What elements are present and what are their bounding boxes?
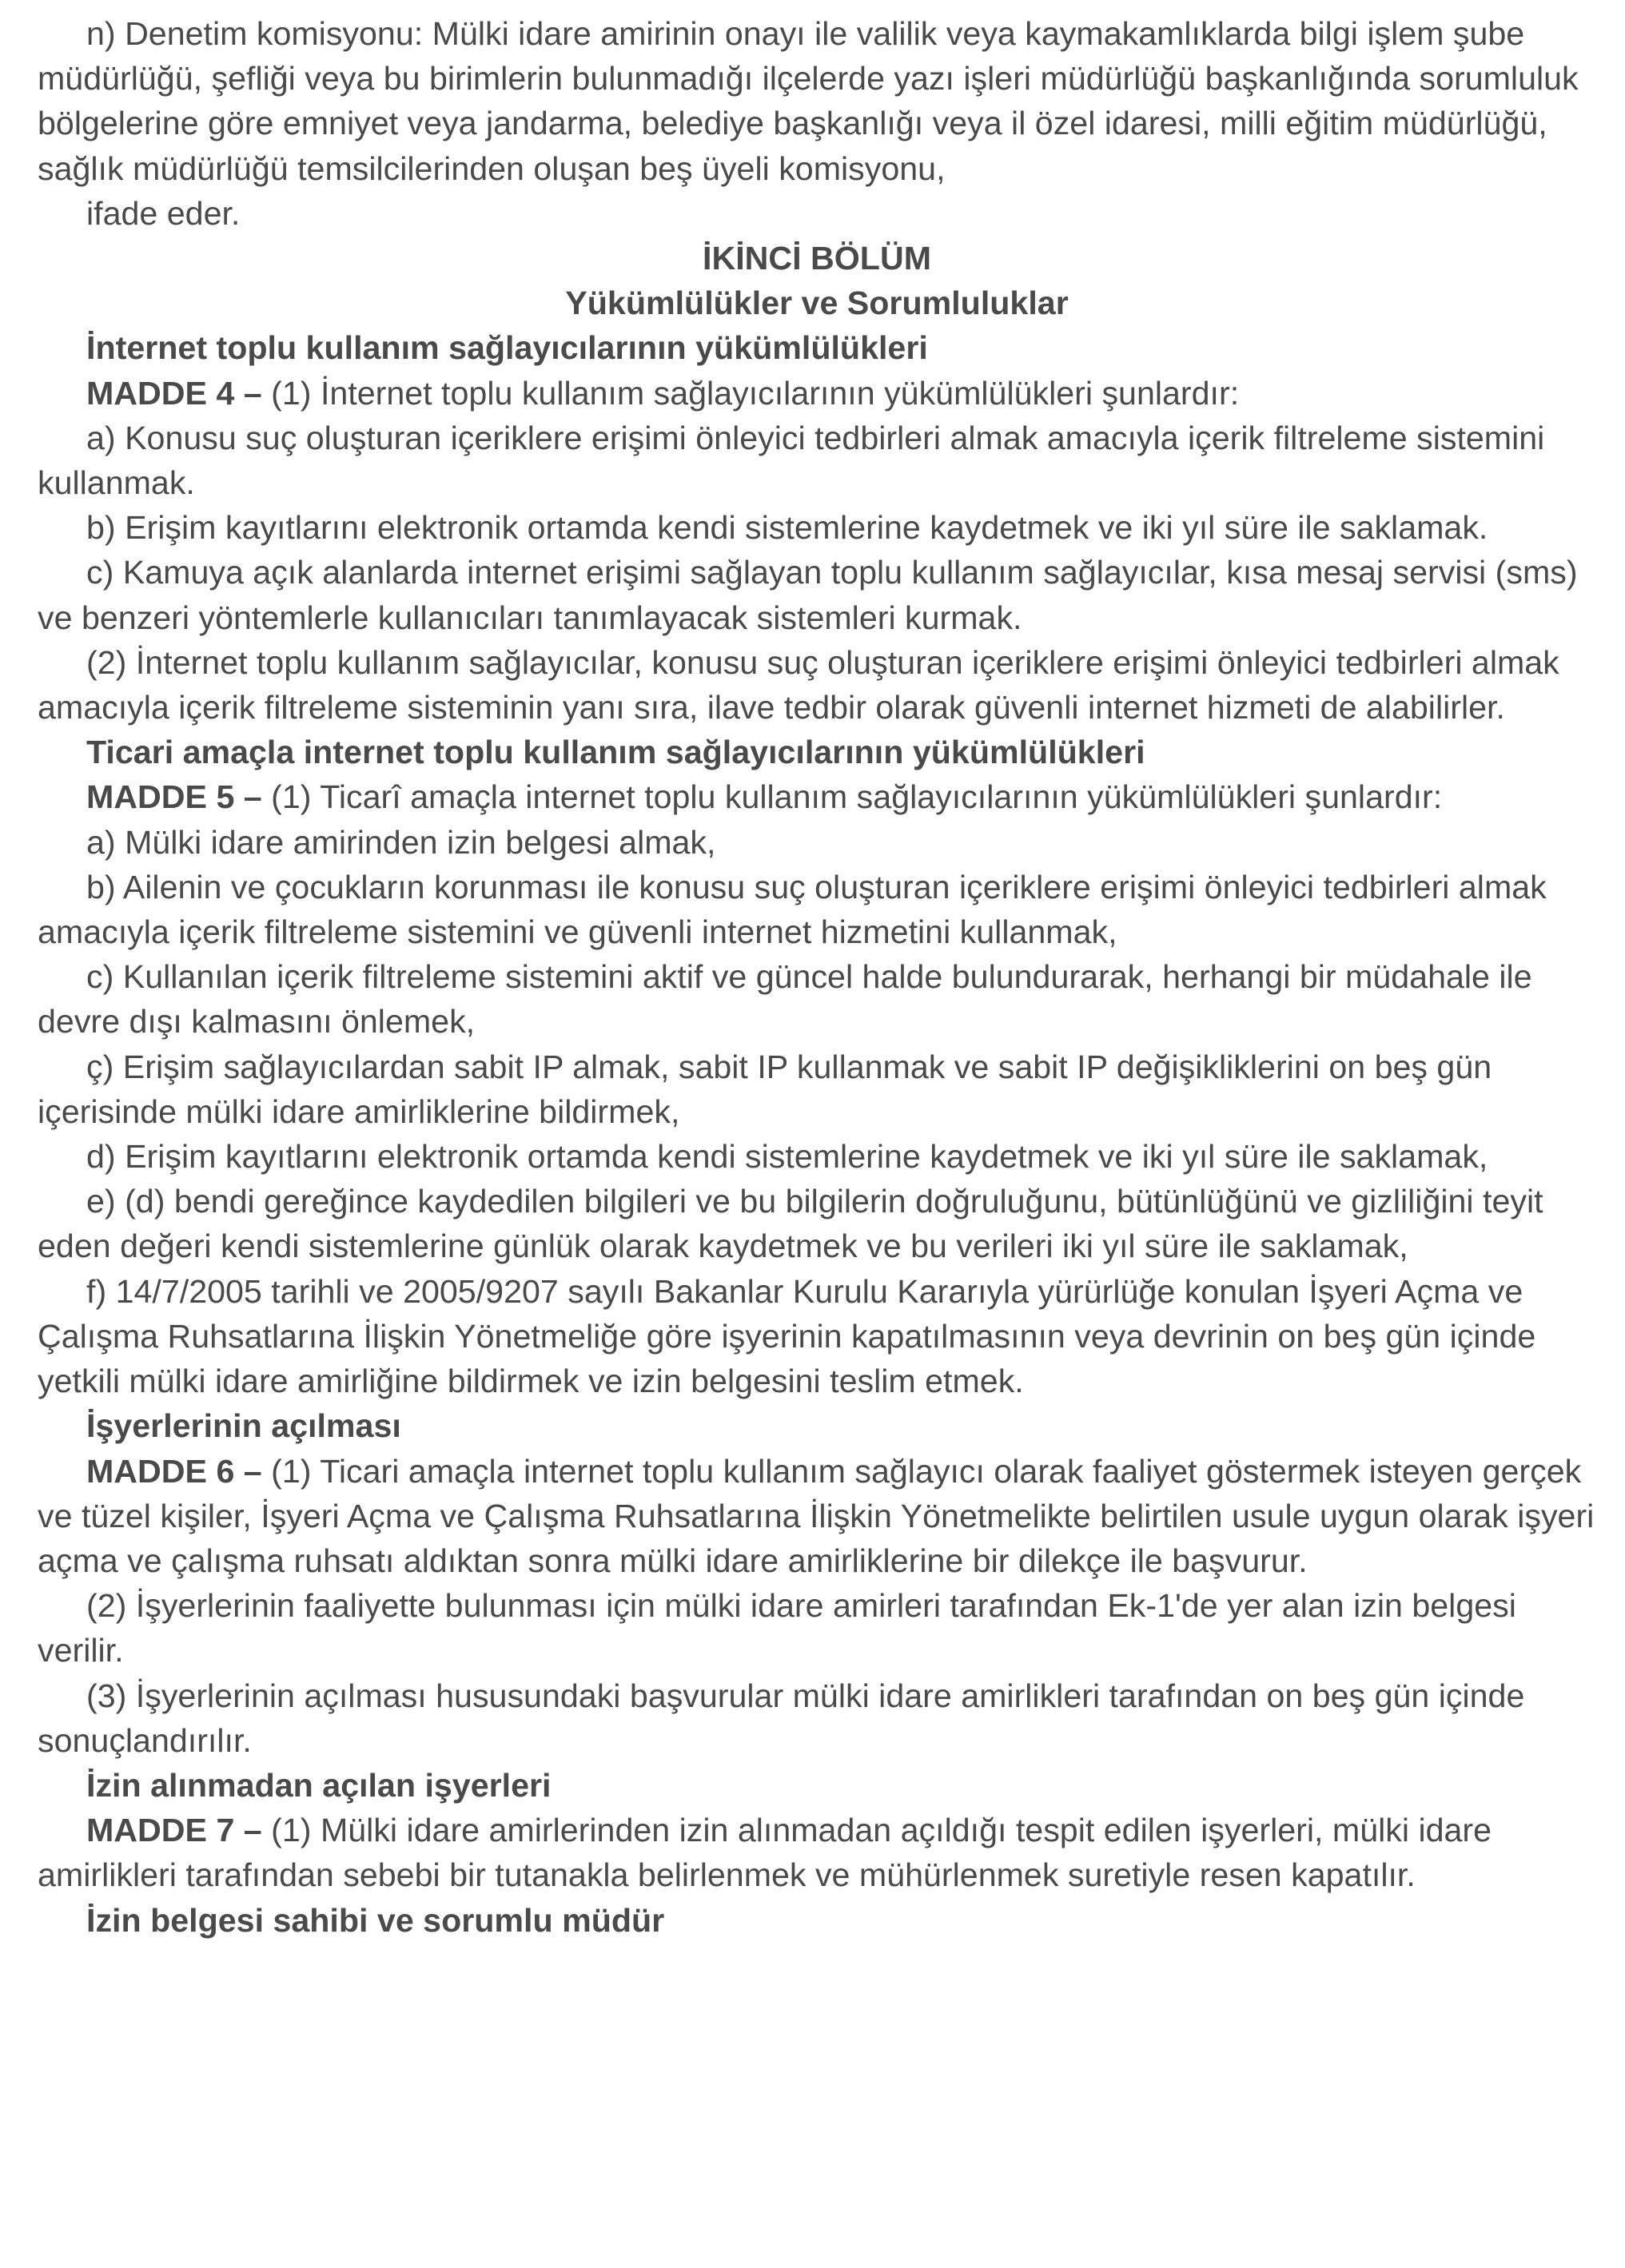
- article-5-item-a: a) Mülki idare amirinden izin belgesi almak,: [86, 823, 716, 861]
- article-heading-5: Ticari amaçla internet toplu kullanım sağlayıcılarının yükümlülükleri: [86, 734, 1145, 771]
- article-6-clause-3: (3) İşyerlerinin açılması hususundaki başvurular mülki idare amirlikleri tarafından on beş gün içinde sonuçlandırılır.: [38, 1677, 1525, 1759]
- article-5-item-b: b) Ailenin ve çocukların korunması ile konusu suç oluşturan içeriklere erişimi önleyici tedbirleri almak amacıyla içerik filtreleme sistemini ve güvenli internet hizmetini kullanmak,: [38, 868, 1547, 951]
- article-6-clause-2: (2) İşyerlerinin faaliyette bulunması için mülki idare amirleri tarafından Ek-1'de yer alan izin belgesi verilir.: [38, 1587, 1516, 1669]
- article-5-item-c: c) Kullanılan içerik filtreleme sistemini aktif ve güncel halde bulundurarak, herhangi bir müdahale ile devre dışı kalmasını önlemek,: [38, 958, 1532, 1040]
- article-5-intro: [38, 774, 1596, 819]
- article-5-item-d: d) Erişim kayıtlarını elektronik ortamda kendi sistemlerine kaydetmek ve iki yıl süre ile saklamak,: [86, 1138, 1488, 1176]
- article-heading-7: İzin alınmadan açılan işyerleri: [86, 1766, 552, 1804]
- section-title: Yükümlülükler ve Sorumluluklar: [565, 284, 1069, 322]
- article-4-item-a: a) Konusu suç oluşturan içeriklere erişimi önleyici tedbirleri almak amacıyla içerik filtreleme sistemini kullanmak.: [38, 419, 1545, 502]
- article-4-clause-2: (2) İnternet toplu kullanım sağlayıcılar, konusu suç oluşturan içeriklere erişimi önleyici tedbirleri almak amacıyla içerik filtreleme sisteminin yanı sıra, ilave tedbir olarak güvenli internet hizmeti de alabilirler.: [38, 643, 1559, 726]
- article-4-text: (1) İnternet toplu kullanım sağlayıcılarının yükümlülükleri şunlardır:: [261, 374, 1240, 412]
- regulation-document: [38, 11, 1596, 1943]
- article-6-label: MADDE 6 –: [86, 1452, 262, 1490]
- article-5-item-e: e) (d) bendi gereğince kaydedilen bilgileri ve bu bilgilerin doğruluğunu, bütünlüğünü ve gizliliğini teyit eden değeri kendi sistemlerine günlük olarak kaydetmek ve bu verileri iki yıl süre ile saklamak,: [38, 1183, 1543, 1265]
- article-5-label: MADDE 5 –: [86, 778, 262, 816]
- article-heading-6: İşyerlerinin açılması: [86, 1407, 401, 1445]
- article-7-intro: [38, 1808, 1596, 1897]
- article-7-text: (1) Mülki idare amirlerinden izin alınmadan açıldığı tespit edilen işyerleri, mülki idare amirlikleri tarafından sebebi bir tutanakla belirlenmek ve mühürlenmek suretiyle resen kapatılır.: [38, 1812, 1492, 1894]
- article-heading-4: İnternet toplu kullanım sağlayıcılarının yükümlülükleri: [86, 329, 928, 367]
- article-4-item-c: c) Kamuya açık alanlarda internet erişimi sağlayan toplu kullanım sağlayıcılar, kısa mesaj servisi (sms) ve benzeri yöntemlerle kullanıcıları tanımlayacak sistemleri kurmak.: [38, 554, 1578, 636]
- article-4-intro: [38, 371, 1596, 416]
- article-5-item-cc: ç) Erişim sağlayıcılardan sabit IP almak, sabit IP kullanmak ve sabit IP değişikliklerini on beş gün içerisinde mülki idare amirliklerine bildirmek,: [38, 1048, 1492, 1130]
- section-number: İKİNCİ BÖLÜM: [703, 240, 931, 277]
- article-7-label: MADDE 7 –: [86, 1812, 262, 1849]
- article-4-item-b: b) Erişim kayıtlarını elektronik ortamda kendi sistemlerine kaydetmek ve iki yıl süre ile saklamak.: [86, 509, 1488, 547]
- definition-n: n) Denetim komisyonu: Mülki idare amirinin onayı ile valilik veya kaymakamlıklarda bilgi işlem şube müdürlüğü, şefliği veya bu birimlerin bulunmadığı ilçelerde yazı işleri müdürlüğü başkanlığında sorumluluk bölgelerine göre emniyet veya jandarma, belediye başkanlığı veya il özel idaresi, milli eğitim müdürlüğü, sağlık müdürlüğü temsilcilerinden oluşan beş üyeli komisyonu,: [38, 15, 1579, 187]
- article-6-text: (1) Ticari amaçla internet toplu kullanım sağlayıcı olarak faaliyet göstermek isteyen gerçek ve tüzel kişiler, İşyeri Açma ve Çalışma Ruhsatlarına İlişkin Yönetmelikte belirtilen usule uygun olarak işyeri açma ve çalışma ruhsatı aldıktan sonra mülki idare amirliklerine bir dilekçe ile başvurur.: [38, 1452, 1595, 1579]
- article-6-intro: [38, 1449, 1596, 1584]
- article-4-label: MADDE 4 –: [86, 374, 262, 412]
- definition-closing: ifade eder.: [86, 194, 241, 232]
- article-heading-8: İzin belgesi sahibi ve sorumlu müdür: [86, 1901, 665, 1939]
- article-5-item-f: f) 14/7/2005 tarihli ve 2005/9207 sayılı Bakanlar Kurulu Kararıyla yürürlüğe konulan İşyeri Açma ve Çalışma Ruhsatlarına İlişkin Yönetmeliğe göre işyerinin kapatılmasının veya devrinin on beş gün içinde yetkili mülki idare amirliğine bildirmek ve izin belgesini teslim etmek.: [38, 1272, 1536, 1400]
- article-5-text: (1) Ticarî amaçla internet toplu kullanım sağlayıcılarının yükümlülükleri şunlardır:: [261, 778, 1443, 816]
